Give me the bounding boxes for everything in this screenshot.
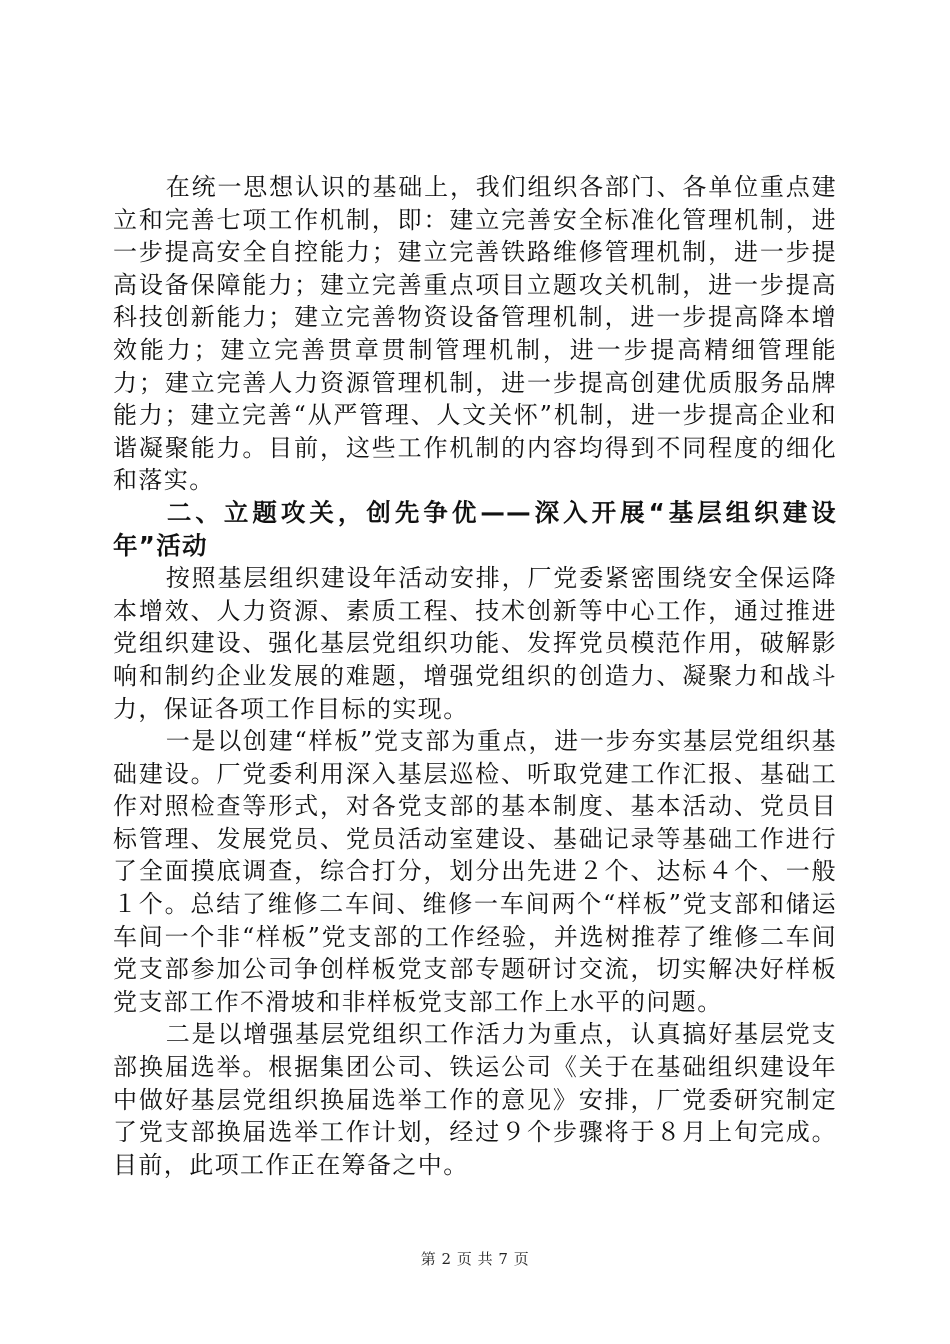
paragraph-model-branch: 一是以创建“样板”党支部为重点，进一步夯实基层党组织基础建设。厂党委利用深入基层巡检、听取党建工作汇报、基础工作对照检查等形式，对各党支部的基本制度、基本活动、党员目标管理、发展党员、党员活动室建设、基础记录等基础工作进行了全面摸底调查，综合打分，划分出先进２个、达标４个、一般１个。总结了维修二车间、维修一车间两个“样板”党支部和储运车间一个非“样板”党支部的工作经验，并选树推荐了维修二车间党支部参加公司争创样板党支部专题研讨交流，切实解决好样板党支部工作不滑坡和非样板党支部工作上水平的问题。	[113, 727, 837, 1016]
paragraph-branch-election: 二是以增强基层党组织工作活力为重点，认真搞好基层党支部换届选举。根据集团公司、铁运公司《关于在基础组织建设年中做好基层党组织换届选举工作的意见》安排，厂党委研究制定了党支部换届选举工作计划，经过９个步骤将于８月上旬完成。目前，此项工作正在筹备之中。	[113, 1020, 837, 1179]
paragraph-activity-arrangement: 按照基层组织建设年活动安排，厂党委紧密围绕安全保运降本增效、人力资源、素质工程、技术创新等中心工作，通过推进党组织建设、强化基层党组织功能、发挥党员模范作用，破解影响和制约企业发展的难题，增强党组织的创造力、凝聚力和战斗力，保证各项工作目标的实现。	[113, 564, 837, 723]
paragraph-work-mechanisms: 在统一思想认识的基础上，我们组织各部门、各单位重点建立和完善七项工作机制，即：建立完善安全标准化管理机制，进一步提高安全自控能力；建立完善铁路维修管理机制，进一步提高设备保障能力；建立完善重点项目立题攻关机制，进一步提高科技创新能力；建立完善物资设备管理机制，进一步提高降本增效能力；建立完善贯章贯制管理机制，进一步提高精细管理能力；建立完善人力资源管理机制，进一步提高创建优质服务品牌能力；建立完善“从严管理、人文关怀”机制，进一步提高企业和谐凝聚能力。目前，这些工作机制的内容均得到不同程度的细化和落实。	[113, 173, 837, 495]
document-body	[113, 171, 837, 1181]
page-number-footer: 第 2 页 共 7 页	[420, 1250, 530, 1268]
section-heading-2: 二、立题攻关，创先争优——深入开展“基层组织建设年”活动	[113, 497, 837, 560]
